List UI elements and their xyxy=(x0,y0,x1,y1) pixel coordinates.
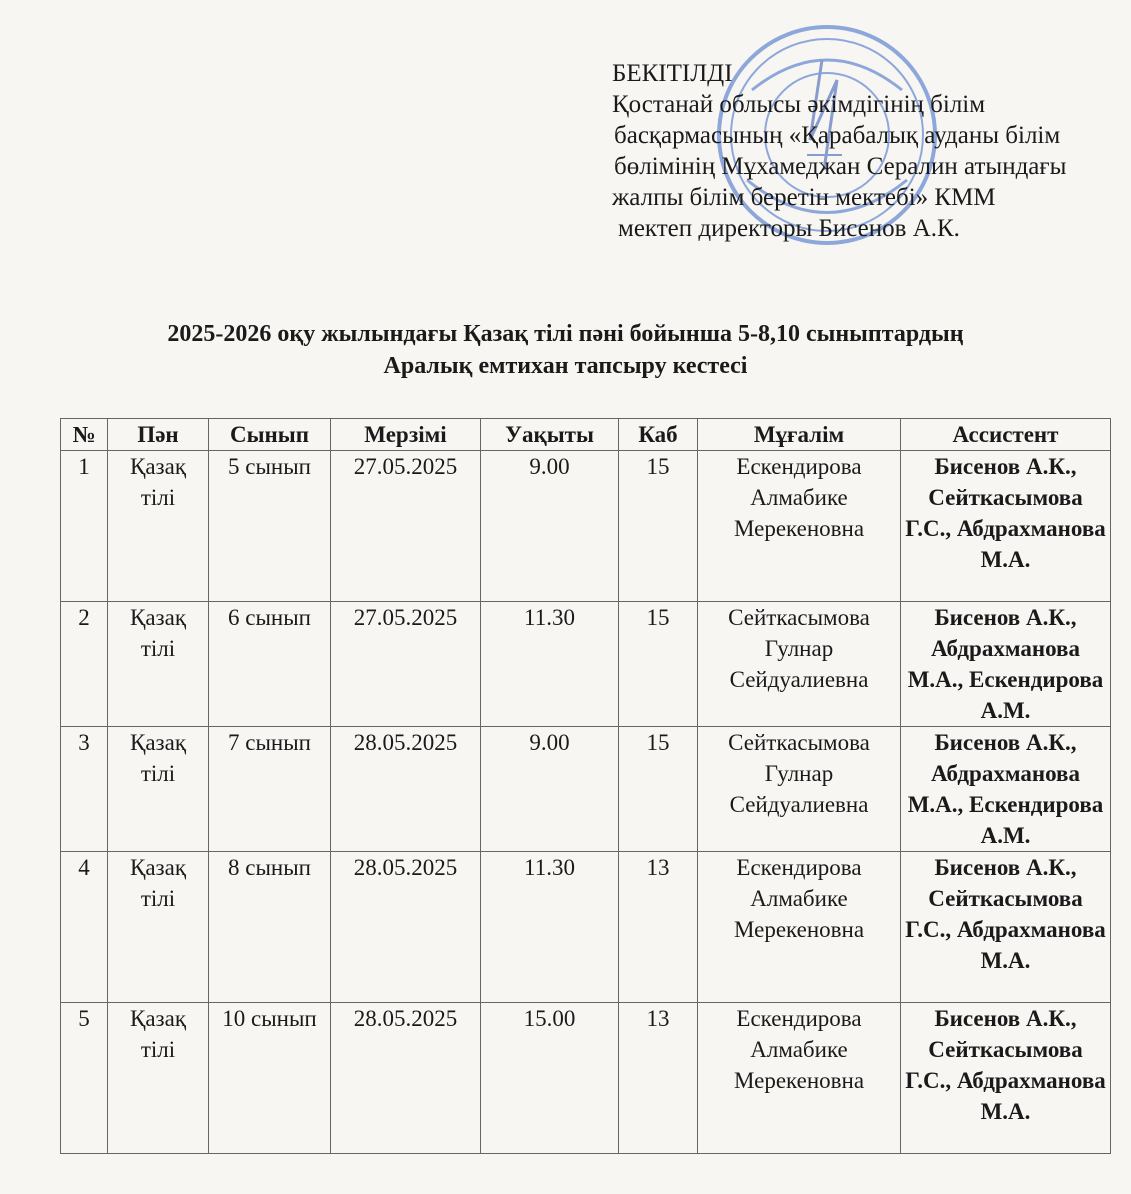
cell-date: 27.05.2025 xyxy=(331,451,481,602)
cell-subject: Қазақ тілі xyxy=(108,852,209,1003)
cell-assistant: Бисенов А.К., Абдрахманова М.А., Ескендирова А.М. xyxy=(901,602,1111,727)
cell-room: 15 xyxy=(619,727,698,852)
col-header-number: № xyxy=(61,419,108,451)
approval-heading: БЕКІТІЛДІ xyxy=(612,60,733,87)
approval-line: бөлімінің Мұхамеджан Сералин атындағы xyxy=(614,153,1067,180)
cell-number: 2 xyxy=(61,602,108,727)
cell-time: 15.00 xyxy=(481,1003,619,1154)
table-row xyxy=(61,852,1111,1003)
col-header-subject: Пән xyxy=(108,419,209,451)
col-header-assistant: Ассистент xyxy=(901,419,1111,451)
col-header-time: Уақыты xyxy=(481,419,619,451)
cell-teacher: Ескендирова Алмабике Мерекеновна xyxy=(698,852,901,1003)
col-header-room: Каб xyxy=(619,419,698,451)
cell-teacher: Ескендирова Алмабике Мерекеновна xyxy=(698,1003,901,1154)
cell-room: 13 xyxy=(619,1003,698,1154)
cell-assistant: Бисенов А.К., Сейткасымова Г.С., Абдрахманова М.А. xyxy=(901,451,1111,602)
table-row xyxy=(61,1003,1111,1154)
cell-subject: Қазақ тілі xyxy=(108,602,209,727)
cell-number: 4 xyxy=(61,852,108,1003)
cell-number: 1 xyxy=(61,451,108,602)
document-title xyxy=(0,318,1131,382)
cell-date: 28.05.2025 xyxy=(331,852,481,1003)
cell-number: 3 xyxy=(61,727,108,852)
table-row xyxy=(61,602,1111,727)
approval-line: басқармасының «Қарабалық ауданы білім xyxy=(614,122,1061,149)
cell-class: 7 сынып xyxy=(209,727,331,852)
cell-subject: Қазақ тілі xyxy=(108,451,209,602)
cell-date: 28.05.2025 xyxy=(331,1003,481,1154)
cell-room: 13 xyxy=(619,852,698,1003)
cell-subject: Қазақ тілі xyxy=(108,1003,209,1154)
col-header-class: Сынып xyxy=(209,419,331,451)
cell-class: 10 сынып xyxy=(209,1003,331,1154)
cell-subject: Қазақ тілі xyxy=(108,727,209,852)
cell-date: 28.05.2025 xyxy=(331,727,481,852)
cell-assistant: Бисенов А.К., Сейткасымова Г.С., Абдрахманова М.А. xyxy=(901,1003,1111,1154)
cell-date: 27.05.2025 xyxy=(331,602,481,727)
table-row xyxy=(61,451,1111,602)
cell-class: 8 сынып xyxy=(209,852,331,1003)
table-header-row xyxy=(61,419,1111,451)
cell-time: 11.30 xyxy=(481,852,619,1003)
cell-time: 11.30 xyxy=(481,602,619,727)
cell-teacher: Сейткасымова Гулнар Сейдуалиевна xyxy=(698,602,901,727)
cell-time: 9.00 xyxy=(481,727,619,852)
cell-class: 5 сынып xyxy=(209,451,331,602)
approval-signature-line: мектеп директоры Бисенов А.К. xyxy=(618,215,960,242)
cell-assistant: Бисенов А.К., Абдрахманова М.А., Ескендирова А.М. xyxy=(901,727,1111,852)
approval-block xyxy=(612,58,1112,244)
cell-teacher: Сейткасымова Гулнар Сейдуалиевна xyxy=(698,727,901,852)
title-line-1: 2025-2026 оқу жылындағы Қазақ тілі пәні бойынша 5-8,10 сыныптардың xyxy=(167,321,964,347)
cell-number: 5 xyxy=(61,1003,108,1154)
approval-line: жалпы білім беретін мектебі» КММ xyxy=(612,184,996,211)
cell-time: 9.00 xyxy=(481,451,619,602)
col-header-teacher: Мұғалім xyxy=(698,419,901,451)
approval-line: Қостанай облысы әкімдігінің білім xyxy=(612,91,986,118)
cell-class: 6 сынып xyxy=(209,602,331,727)
table-row xyxy=(61,727,1111,852)
cell-room: 15 xyxy=(619,451,698,602)
cell-assistant: Бисенов А.К., Сейткасымова Г.С., Абдрахманова М.А. xyxy=(901,852,1111,1003)
col-header-date: Мерзімі xyxy=(331,419,481,451)
title-line-2: Аралық емтихан тапсыру кестесі xyxy=(383,353,748,379)
cell-room: 15 xyxy=(619,602,698,727)
exam-schedule-table xyxy=(60,418,1111,1154)
cell-teacher: Ескендирова Алмабике Мерекеновна xyxy=(698,451,901,602)
